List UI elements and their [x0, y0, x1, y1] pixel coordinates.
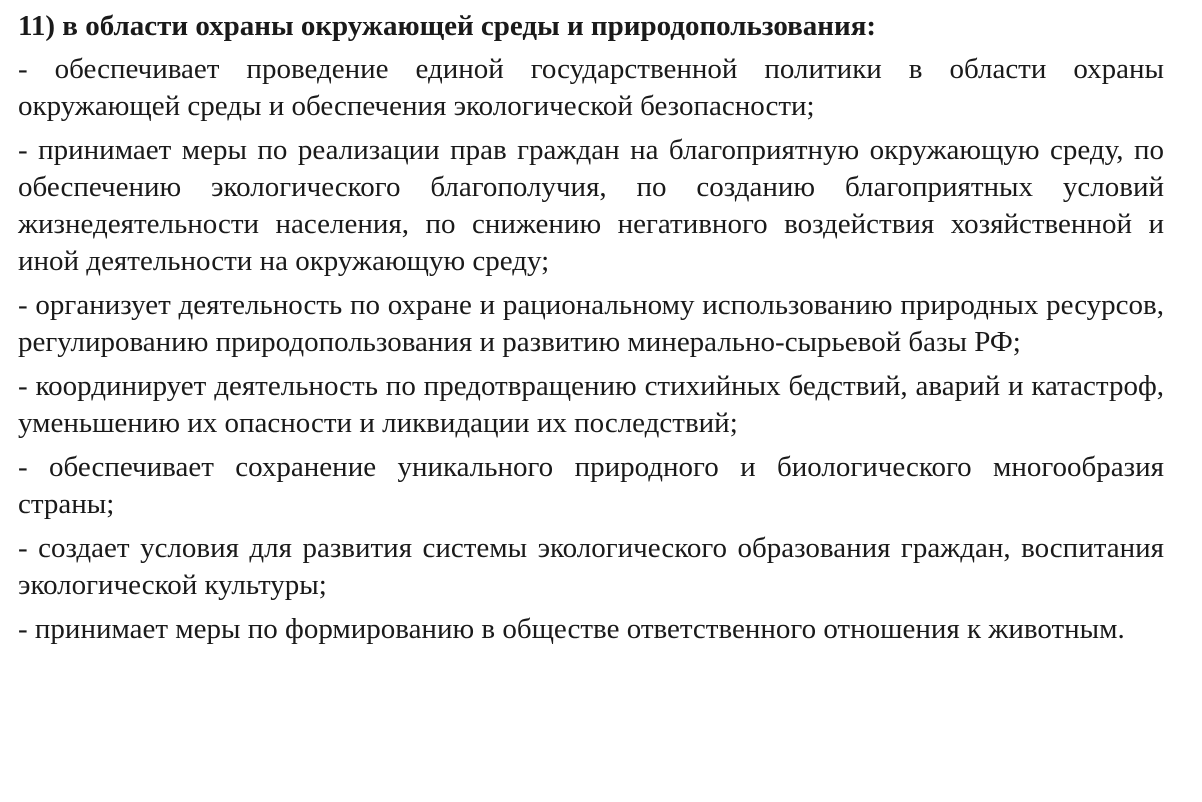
list-item-citizen-rights: - принимает меры по реализации прав граждан на благоприятную окружающую среду, по обеспечению экологического благополучия, по созданию благоприятных условий жизнедеятельности населения, по снижению негативного воздействия хозяйственной и иной деятельности на окружающую среду; [18, 134, 1164, 277]
list-item-natural-resources: - организует деятельность по охране и рациональному использованию природных ресурсов, регулированию природопользования и развитию минерально-сырьевой базы РФ; [18, 289, 1164, 358]
list-item-ecological-education: - создает условия для развития системы экологического образования граждан, воспитания экологической культуры; [18, 532, 1164, 601]
list-item-animal-treatment: - принимает меры по формированию в обществе ответственного отношения к животным. [18, 613, 1125, 645]
section-heading: 11) в области охраны окружающей среды и природопользования: [18, 10, 877, 42]
list-item-disaster-prevention: - координирует деятельность по предотвращению стихийных бедствий, аварий и катастроф, уменьшению их опасности и ликвидации их последствий; [18, 370, 1164, 439]
list-item-biodiversity: - обеспечивает сохранение уникального природного и биологического многообразия страны; [18, 451, 1164, 520]
document-page [18, 8, 1164, 648]
list-item-environmental-policy: - обеспечивает проведение единой государственной политики в области охраны окружающей среды и обеспечения экологической безопасности; [18, 53, 1164, 122]
